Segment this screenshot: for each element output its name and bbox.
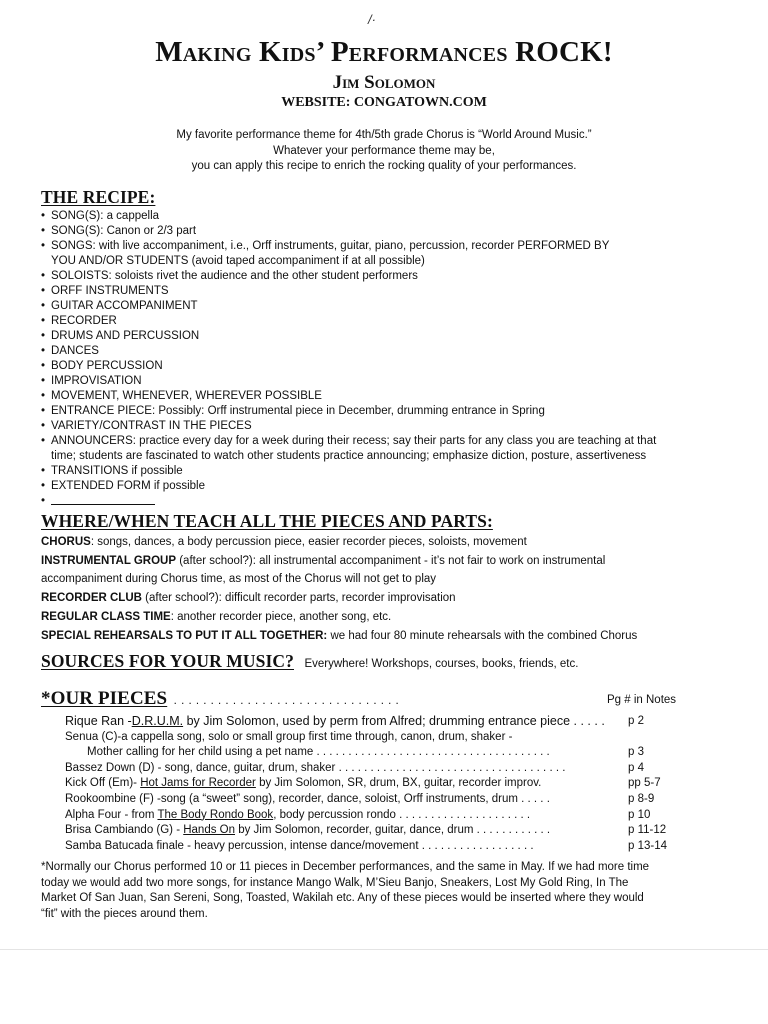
teach-row (41, 570, 741, 589)
piece-text: Rique Ran - (65, 714, 132, 728)
teach-section (41, 533, 741, 645)
teach-text: (after school?): all instrumental accompaniment - it’s not fair to work on instrumental (176, 554, 606, 567)
footnote (41, 860, 731, 922)
intro-paragraph (0, 128, 768, 175)
recipe-item: • VARIETY/CONTRAST IN THE PIECES (41, 419, 741, 434)
recipe-item: • IMPROVISATION (41, 374, 741, 389)
teach-row (41, 627, 741, 646)
scan-edge-line (0, 949, 768, 950)
piece-text: by Jim Solomon, recorder, guitar, dance, drum . . . . . . . . . . . . (235, 824, 551, 837)
piece-text: Rookoombine (F) -song (a “sweet” song), recorder, dance, soloist, Orff instruments, drum . . . . . (65, 792, 550, 805)
piece-page-number: p 2 (628, 715, 644, 727)
recipe-item: • TRANSITIONS if possible (41, 464, 741, 479)
sources-text: Everywhere! Workshops, courses, books, friends, etc. (304, 658, 579, 670)
teach-text: (after school?): difficult recorder parts, recorder improvisation (141, 592, 456, 605)
teach-text: : songs, dances, a body percussion piece, easier recorder pieces, soloists, movement (90, 536, 527, 548)
page-mark: /· (368, 12, 376, 27)
piece-page-number: p 13-14 (628, 839, 668, 852)
teach-row (41, 608, 741, 627)
piece-row (65, 730, 685, 746)
sources-row (41, 651, 578, 672)
piece-text: Bassez Down (D) - song, dance, guitar, drum, shaker . . . . . . . . . . . . . . . . . . . . . . . . . . . . . . . . . . . . (65, 761, 566, 774)
piece-book-title: Hands On (183, 824, 236, 837)
piece-title (65, 792, 550, 808)
teach-row (41, 589, 741, 608)
piece-title (87, 745, 550, 761)
recipe-item: • SONG(S): a cappella (41, 209, 741, 224)
blank-line (51, 494, 155, 505)
recipe-item: • DANCES (41, 344, 741, 359)
piece-title (65, 714, 605, 730)
recipe-item: • ANNOUNCERS: practice every day for a week during their recess; say their parts for any class you are teaching at that (41, 434, 741, 449)
recipe-heading: THE RECIPE: (41, 187, 156, 207)
piece-text: Samba Batucada finale - heavy percussion, intense dance/movement . . . . . . . . . . . . . . . . . . (65, 839, 534, 852)
recipe-item: • GUITAR ACCOMPANIMENT (41, 299, 741, 314)
teach-heading: WHERE/WHEN TEACH ALL THE PIECES AND PARTS: (41, 511, 493, 531)
teach-label: SPECIAL REHEARSALS TO PUT IT ALL TOGETHER: (41, 629, 328, 642)
piece-book-title: Hot Jams for Recorder (140, 777, 256, 790)
teach-row (41, 533, 741, 552)
teach-text: : another recorder piece, another song, etc. (170, 610, 392, 623)
pieces-list (65, 714, 685, 854)
recipe-item: • MOVEMENT, WHENEVER, WHEREVER POSSIBLE (41, 389, 741, 404)
recipe-item: time; students are fascinated to watch other students practice announcing; emphasize diction, posture, assertiveness (51, 450, 647, 462)
intro-line: My favorite performance theme for 4th/5th grade Chorus is “World Around Music.” (176, 129, 592, 141)
piece-text: by Jim Solomon, SR, drum, BX, guitar, recorder improv. (255, 777, 542, 790)
piece-row (65, 745, 685, 761)
teach-label: INSTRUMENTAL GROUP (41, 554, 177, 567)
teach-label: CHORUS (41, 536, 91, 548)
footnote-line: today we would add two more songs, for instance Mango Walk, M’Sieu Banjo, Sneakers, Lost My Gold Ring, In The (41, 876, 629, 889)
teach-text: we had four 80 minute rehearsals with the combined Chorus (327, 629, 638, 642)
piece-page-number: p 10 (628, 808, 651, 821)
piece-title (65, 761, 565, 777)
recipe-item: • RECORDER (41, 314, 741, 329)
piece-text: Brisa Cambiando (G) - (65, 824, 184, 837)
leader-dots: ............................... (173, 695, 403, 707)
piece-text: Alpha Four - from (65, 808, 158, 821)
piece-row (65, 792, 685, 808)
footnote-line: *Normally our Chorus performed 10 or 11 pieces in December performances, and the same in May. If we had more time (41, 861, 650, 873)
piece-book-title: D.R.U.M. (131, 714, 184, 728)
recipe-item: • ORFF INSTRUMENTS (41, 284, 741, 299)
teach-row (41, 552, 741, 571)
teach-label: REGULAR CLASS TIME (41, 610, 171, 623)
pieces-heading: *OUR PIECES (41, 688, 168, 709)
piece-book-title: The Body Rondo Book (157, 808, 274, 821)
recipe-item: • BODY PERCUSSION (41, 359, 741, 374)
piece-text: , body percussion rondo . . . . . . . . . . . . . . . . . . . . . (273, 808, 531, 821)
recipe-item: • SONG(S): Canon or 2/3 part (41, 224, 741, 239)
piece-page-number: p 3 (628, 746, 644, 759)
piece-row (65, 808, 685, 824)
piece-page-number: p 11-12 (628, 824, 667, 837)
footnote-line: Market Of San Juan, San Sereni, Song, Toasted, Wakilah etc. Any of these pieces would be inserted where they would (41, 892, 644, 904)
document-title: Making Kids’ Performances ROCK! (155, 36, 613, 68)
piece-row (65, 823, 685, 839)
intro-line: you can apply this recipe to enrich the rocking quality of your performances. (191, 160, 577, 172)
page-column-header: Pg # in Notes (607, 694, 677, 706)
recipe-item: • SOLOISTS: soloists rivet the audience and the other student performers (41, 269, 741, 284)
recipe-item: • EXTENDED FORM if possible (41, 479, 741, 494)
sources-heading: SOURCES FOR YOUR MUSIC? (41, 651, 294, 671)
teach-label: RECORDER CLUB (41, 592, 142, 605)
recipe-item: YOU AND/OR STUDENTS (avoid taped accompaniment if at all possible) (51, 255, 425, 267)
piece-page-number: pp 5-7 (628, 777, 661, 790)
footnote-line: “fit” with the pieces around them. (41, 907, 208, 920)
piece-title (65, 776, 541, 792)
recipe-item: • ENTRANCE PIECE: Possibly: Orff instrumental piece in December, drumming entrance in Spring (41, 404, 741, 419)
recipe-list (41, 209, 741, 510)
piece-text: Mother calling for her child using a pet name . . . . . . . . . . . . . . . . . . . . . . . . . . . . . . . . . . . . . (87, 746, 550, 759)
recipe-item (41, 494, 741, 510)
author-name: Jim Solomon (332, 72, 436, 93)
piece-page-number: p 4 (628, 761, 644, 774)
website-line: WEBSITE: CONGATOWN.COM (281, 95, 487, 110)
intro-line: Whatever your performance theme may be, (273, 144, 495, 157)
piece-row (65, 776, 685, 792)
recipe-item: • DRUMS AND PERCUSSION (41, 329, 741, 344)
piece-text: Kick Off (Em)- (65, 777, 141, 790)
piece-text: by Jim Solomon, used by perm from Alfred; drumming entrance piece . . . . . (183, 714, 605, 728)
pieces-header (41, 688, 741, 710)
piece-row (65, 761, 685, 777)
piece-title (65, 823, 550, 839)
piece-title (65, 808, 530, 824)
piece-text: Senua (C)-a cappella song, solo or small group first time through, canon, drum, shaker - (65, 730, 513, 743)
teach-text: accompaniment during Chorus time, as most of the Chorus will not get to play (41, 573, 437, 586)
piece-row (65, 714, 685, 730)
piece-page-number: p 8-9 (628, 792, 655, 805)
piece-title (65, 730, 512, 746)
recipe-item: • SONGS: with live accompaniment, i.e., Orff instruments, guitar, piano, percussion, recorder PERFORMED BY (41, 239, 741, 254)
piece-title (65, 839, 534, 855)
piece-row (65, 839, 685, 855)
